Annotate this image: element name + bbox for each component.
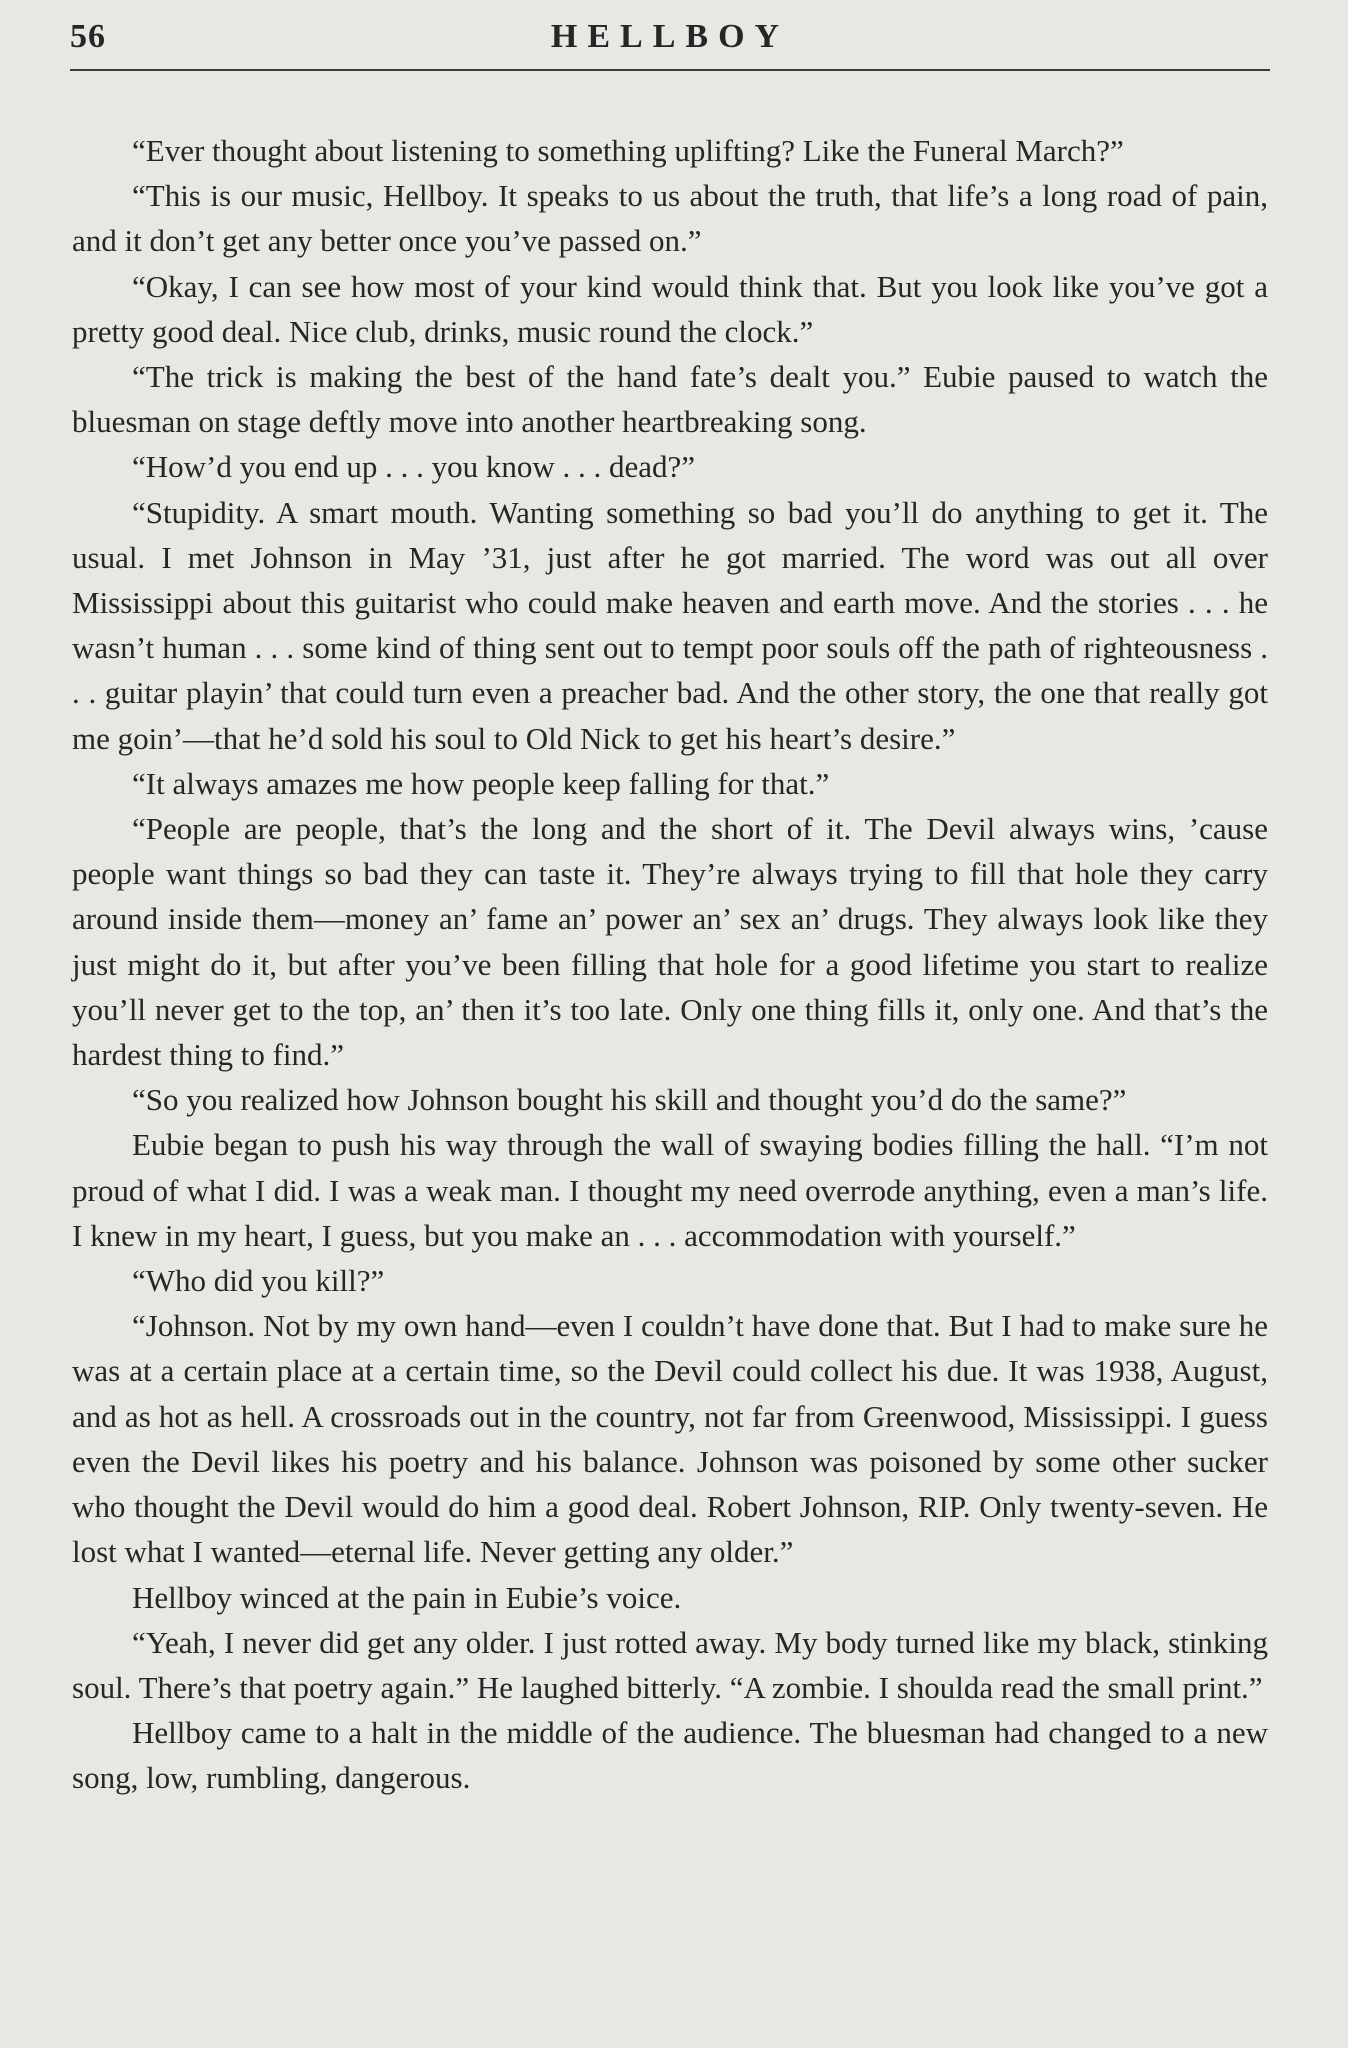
paragraph: “This is our music, Hellboy. It speaks to us about the truth, that life’s a long road of pain, and it don’t get any better once you’ve passed on.” [72,178,1268,259]
paragraph: “How’d you end up . . . you know . . . dead?” [132,449,696,485]
paragraph: Hellboy winced at the pain in Eubie’s voice. [132,1579,682,1615]
running-head [70,14,1270,74]
paragraph: “So you realized how Johnson bought his skill and thought you’d do the same?” [132,1082,1127,1118]
paragraph: “Who did you kill?” [132,1263,385,1299]
paragraph: “Stupidity. A smart mouth. Wanting something so bad you’ll do anything to get it. The usual. I met Johnson in May ’31, just after he got married. The word was out all over Mississippi about this guitarist who could make heaven and earth move. And the stories . . . he wasn’t human . . . some kind of thing sent out to tempt poor souls off the path of righteousness . . . guitar playin’ that could turn even a preacher bad. And the other story, the one that really got me goin’—that he’d sold his soul to Old Nick to get his heart’s desire.” [72,494,1268,756]
paragraph: “Okay, I can see how most of your kind would think that. But you look like you’ve got a pretty good deal. Nice club, drinks, music round the clock.” [72,268,1268,349]
book-title: HELLBOY [550,18,790,55]
body-text [72,128,1268,1801]
header-rule [70,69,1270,71]
paragraph: “The trick is making the best of the hand fate’s dealt you.” Eubie paused to watch the bluesman on stage deftly move into another heartbreaking song. [72,359,1268,440]
paragraph: “Yeah, I never did get any older. I just rotted away. My body turned like my black, stinking soul. There’s that poetry again.” He laughed bitterly. “A zombie. I shoulda read the small print.” [72,1624,1268,1705]
paragraph: “Johnson. Not by my own hand—even I couldn’t have done that. But I had to make sure he was at a certain place at a certain time, so the Devil could collect his due. It was 1938, August, and as hot as hell. A crossroads out in the country, not far from Greenwood, Mississippi. I guess even the Devil likes his poetry and his balance. Johnson was poisoned by some other sucker who thought the Devil would do him a good deal. Robert Johnson, RIP. Only twenty-seven. He lost what I wanted—eternal life. Never getting any older.” [72,1308,1268,1570]
paragraph: “It always amazes me how people keep falling for that.” [132,765,830,801]
paragraph: “People are people, that’s the long and the short of it. The Devil always wins, ’cause people want things so bad they can taste it. They’re always trying to fill that hole they carry around inside them—money an’ fame an’ power an’ sex an’ drugs. They always look like they just might do it, but after you’ve been filling that hole for a good lifetime you start to realize you’ll never get to the top, an’ then it’s too late. Only one thing fills it, only one. And that’s the hardest thing to find.” [72,811,1268,1073]
paragraph: Hellboy came to a halt in the middle of the audience. The bluesman had changed to a new song, low, rumbling, dangerous. [72,1715,1268,1796]
paragraph: Eubie began to push his way through the wall of swaying bodies filling the hall. “I’m not proud of what I did. I was a weak man. I thought my need overrode anything, even a man’s life. I knew in my heart, I guess, but you make an . . . accommodation with yourself.” [72,1127,1268,1253]
paragraph: “Ever thought about listening to something uplifting? Like the Funeral March?” [132,133,1124,168]
page-number: 56 [70,18,106,55]
